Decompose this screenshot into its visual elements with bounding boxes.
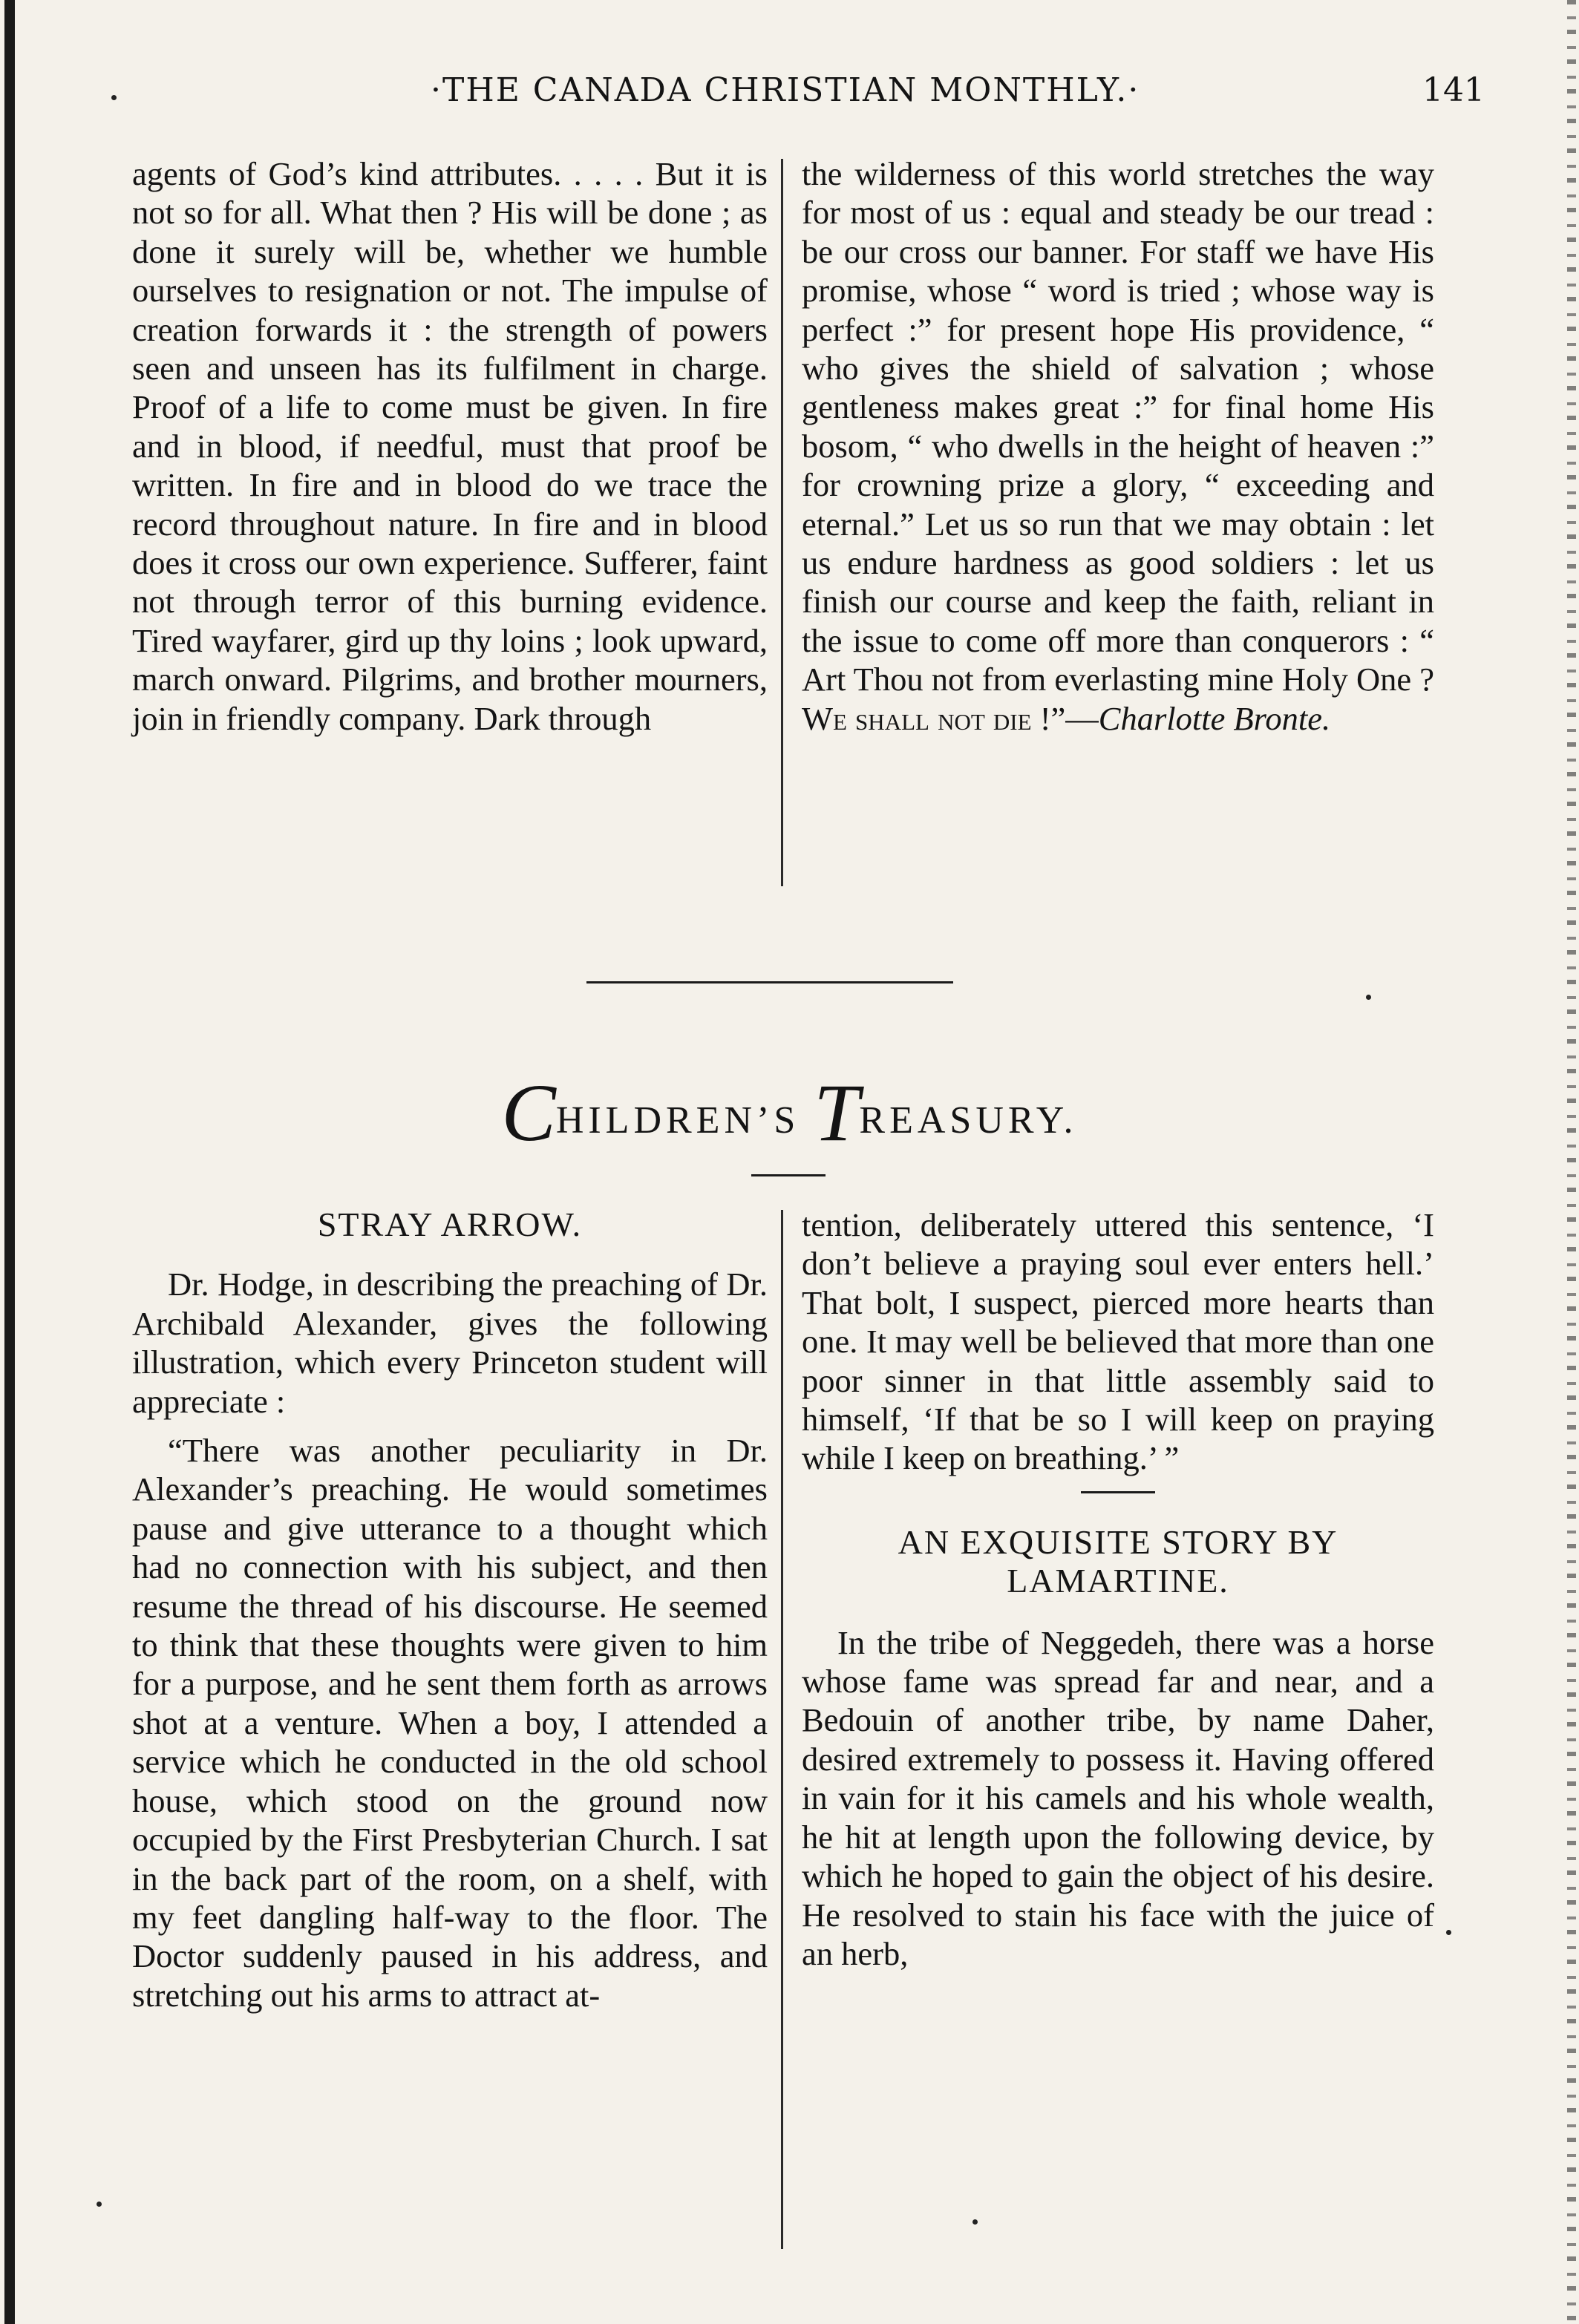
bottom-right-column [802,1205,1434,1973]
running-head [45,71,1544,116]
section-divider-rule [586,981,953,983]
running-title: ·THE CANADA CHRISTIAN MONTHLY.· [431,71,1140,109]
continued-paragraph-left: agents of God’s kind attributes. . . . . But it is not so for all. What then ? His will be done ; as done it surely will be, whether we humble ourselves to resignation or not. The impulse of creation forwards it : the strength of powers seen and unseen has its fulfilment in charge. Proof of a life to come must be given. In fire and in blood, if needful, must that proof be written. In fire and in blood do we trace the record throughout nature. In fire and in blood does it cross our own experience. Sufferer, faint not through terror of this burning evidence. Tired wayfarer, gird up thy loins ; look upward, march onward. Pilgrims, and brother mourners, join in friendly company. Dark through [132,155,768,737]
continued-text-right [802,154,1434,738]
section-heading-childrens-treasury: CHILDREN’S TREASURY. [501,1067,1078,1158]
page-scan-edge [1567,0,1576,2324]
print-speck [97,2202,102,2207]
lamartine-body: In the tribe of Neggedeh, there was a horse whose fame was spread far and near, and a Bedouin of another tribe, by name Daher, desired extremely to possess it. Having offered in vain for it his camels and his whole wealth, he hit at length upon the following device, by which he hoped to gain the object of his desire. He resolved to stain his face with the juice of an herb, [802,1623,1434,1972]
print-speck [1446,1930,1451,1935]
stray-arrow-intro: Dr. Hodge, in describing the preaching of Dr. Archibald Alexander, gives the following illustration, which every Princeton student will appreciate : [132,1266,768,1420]
author-credit: Charlotte Bronte. [1098,699,1331,737]
stray-arrow-continuation: tention, deliberately uttered this sentence, ‘I don’t believe a praying soul ever enters hell.’ That bolt, I suspect, pierced more hearts than one. It may well be believed that more than one poor sinner in that little assembly said to himself, ‘If that be so I will keep on praying while I keep on breathing.’ ” [802,1206,1434,1477]
page-binding-edge [4,0,15,2324]
stray-arrow-body: “There was another peculiarity in Dr. Alexander’s preaching. He would sometimes pause and give utterance to a thought which had no connection with his subject, and then resume the thread of his discourse. He seemed to think that these thoughts were given to him for a purpose, and he sent them forth as arrows shot at a venture. When a boy, I attended a service which he conducted in the old school house, which stood on the ground now occupied by the First Presbyterian Church. I sat in the back part of the room, on a shelf, with my feet dangling half-way to the floor. The Doctor suddenly paused in his address, and stretching out his arms to attract at- [132,1432,768,2014]
column-divider-top [781,159,783,886]
lamartine-title-line-2: LAMARTINE. [1007,1562,1229,1600]
page-number: 141 [1422,71,1485,109]
lamartine-title-line-1: AN EXQUISITE STORY BY [898,1522,1338,1561]
print-speck [1366,995,1371,1000]
stray-arrow-column [132,1205,768,2014]
heading-underline-rule [751,1174,826,1176]
column-divider-bottom [781,1210,783,2249]
continued-text-left [132,154,768,738]
print-speck [972,2219,978,2225]
stray-arrow-title: STRAY ARROW. [317,1205,583,1243]
quote-small-caps: We shall not die [802,699,1032,737]
story-separator-rule [1081,1491,1155,1493]
print-speck [111,95,117,100]
continued-paragraph-right: the wilderness of this world stretches the way for most of us : equal and steady be our tread : be our cross our banner. For staff we have His promise, whose “ word is tried ; whose way is perfect :” for present hope His providence, “ who gives the shield of salvation ; whose gentleness makes great :” for final home His bosom, “ who dwells in the height of heaven :” for crowning prize a glory, “ exceeding and eternal.” Let us so run that we may obtain : let us endure hardness as good soldiers : let us finish our course and keep the faith, reliant in the issue to come off more than conquerors : “ Art Thou not from everlasting mine Holy One ? We shall not die !”—Charlotte Bronte. [802,155,1434,737]
